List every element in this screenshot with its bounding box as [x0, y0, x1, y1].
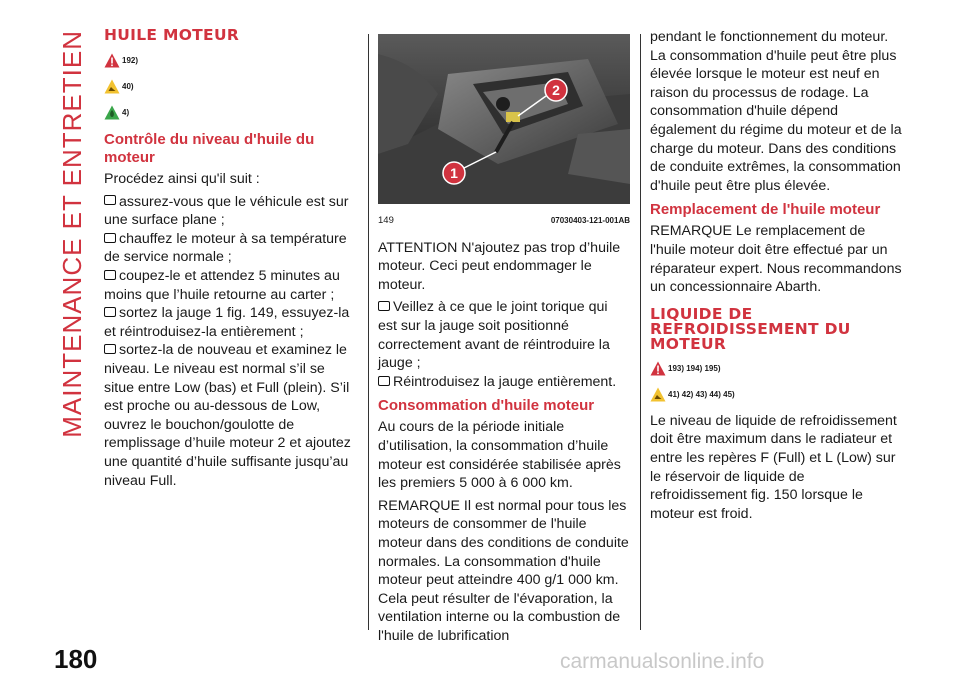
figure-caption: [378, 212, 630, 231]
section-title-engine-oil: HUILE MOTEUR: [104, 26, 240, 44]
side-title-text: MAINTENANCE ET ENTRETIEN: [56, 30, 87, 438]
column-divider: [368, 34, 369, 630]
checkbox-bullet-icon: [378, 301, 390, 311]
list-item: sortez la jauge 1 fig. 149, essuyez-la et réintroduisez-la entièrement ;: [104, 305, 350, 340]
watermark: carmanualsonline.info: [560, 650, 765, 673]
paragraph: pendant le fonctionnement du moteur. La consommation d'huile peut être plus élevée lorsque le moteur est neuf en raison du processus de rodage. La consommation d'huile dépend également du régime du moteur et de la charge du moteur. Dans des conditions de conduite extrêmes, la consommation d'huile peut être plus élevée.: [650, 29, 902, 194]
section-title-coolant: LIQUIDE DE REFROIDISSEMENT DU MOTEUR: [650, 304, 851, 353]
column-2: [378, 28, 630, 649]
checkbox-bullet-icon: [104, 344, 116, 354]
paragraph: Au cours de la période initiale d’utilisation, la consommation d’huile moteur est considérée stabilisée après les premiers 5 000 à 6 000 km.: [378, 419, 621, 492]
warning-ref: 192): [104, 47, 356, 73]
paragraph: REMARQUE Il est normal pour tous les moteurs de consommer de l'huile moteur dans des conditions de conduite normales. La consommation d'huile moteur peut atteindre 400 g/1 000 km. Cela peut résulter de l'évaporation, la ventilation interne ou la combustion de l'huile de lubrification: [378, 497, 629, 644]
warning-ref: 4): [104, 99, 356, 125]
engine-bay-figure: [378, 34, 630, 204]
warning-ref: 193) 194) 195): [650, 356, 902, 382]
figure-code: 07030403-121-001AB: [550, 216, 630, 225]
callout-2-label: 2: [552, 82, 560, 98]
side-section-title: [54, 30, 90, 438]
subtitle-oil-change: Remplacement de l'huile moteur: [650, 201, 881, 219]
paragraph: Le niveau de liquide de refroidissement doit être maximum dans le radiateur et entre les repères F (Full) et L (Low) sur le réservoir de liquide de refroidissement fig. 150 lorsque le moteur est froid.: [650, 412, 897, 522]
paragraph: REMARQUE Le remplacement de l'huile moteur doit être effectué par un réparateur expert. Nous recommandons un concessionnaire Abarth.: [650, 223, 902, 296]
warning-ref: 40): [104, 73, 356, 99]
figure-number: 149: [378, 215, 394, 226]
intro-text: Procédez ainsi qu'il suit :: [104, 171, 260, 187]
checkbox-bullet-icon: [104, 195, 116, 205]
danger-triangle-icon: [650, 361, 666, 376]
danger-triangle-icon: [104, 53, 120, 68]
list-item: sortez-la de nouveau et examinez le niveau. Le niveau est normal s’il se situe entre Low (bas) et Full (plein). S’il est proche ou au-dessous de Low, ouvrez le bouchon/goulotte de remplissage d’huile moteur 2 et ajoutez une quantité d’huile suffisante jusqu’au niveau Full.: [104, 342, 351, 489]
environment-triangle-icon: [104, 105, 120, 120]
column-divider: [640, 34, 641, 630]
list-item: assurez-vous que le véhicule est sur une surface plane ;: [104, 193, 349, 229]
list-item: Réintroduisez la jauge entièrement.: [378, 373, 630, 392]
caution-triangle-icon: [650, 387, 666, 402]
list-item: coupez-le et attendez 5 minutes au moins que l’huile retourne au carter ;: [104, 267, 340, 303]
checkbox-bullet-icon: [104, 233, 116, 243]
column-1: [104, 28, 356, 490]
subtitle-oil-level-check: Contrôle du niveau d'huile du moteur: [104, 131, 315, 166]
engine-bay-illustration: [378, 34, 630, 204]
list-item: chauffez le moteur à sa température de service normale ;: [104, 230, 347, 266]
attention-text: ATTENTION N'ajoutez pas trop d’huile moteur. Ceci peut endommager le moteur.: [378, 239, 621, 293]
checkbox-bullet-icon: [104, 270, 116, 280]
list-item: Veillez à ce que le joint torique qui est sur la jauge soit positionné correctement avant de réintroduire la jauge ;: [378, 299, 610, 372]
checkbox-bullet-icon: [378, 376, 390, 386]
caution-triangle-icon: [104, 79, 120, 94]
column-3: [650, 28, 902, 527]
callout-1-label: 1: [450, 165, 458, 181]
subtitle-oil-consumption: Consommation d'huile moteur: [378, 397, 595, 415]
page-number: 180: [54, 644, 98, 674]
checkbox-bullet-icon: [104, 307, 116, 317]
warning-ref: 41) 42) 43) 44) 45): [650, 382, 902, 408]
